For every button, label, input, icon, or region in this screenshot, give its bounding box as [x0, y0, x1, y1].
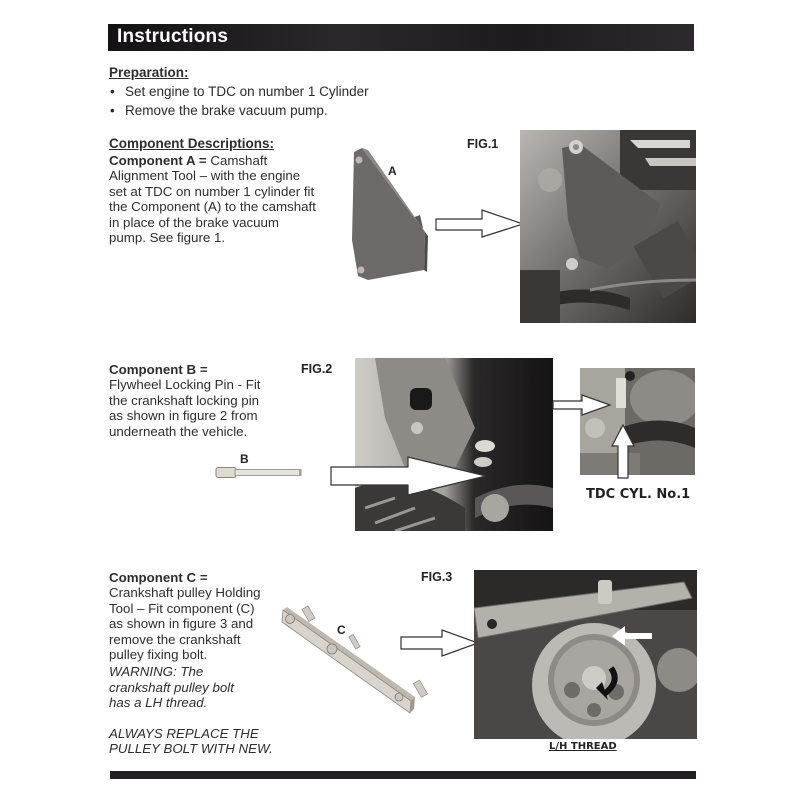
desc-line: Camshaft [206, 153, 268, 168]
desc-line: the crankshaft locking pin [109, 392, 260, 408]
part-label-a: A [388, 164, 397, 178]
arrow-right-icon [552, 393, 612, 419]
page-title: Instructions [117, 26, 229, 47]
flywheel-locking-pin-image [214, 466, 304, 480]
warning-line: WARNING: The [109, 664, 204, 680]
warning-text [109, 664, 309, 710]
desc-line: the Component (A) to the camshaft [109, 199, 316, 215]
desc-line: as shown in figure 2 from [109, 408, 258, 424]
lh-thread-caption: L/H THREAD [549, 741, 617, 752]
warning-line: has a LH thread. [109, 695, 208, 711]
desc-line: pump. See figure 1. [109, 230, 226, 246]
preparation-list [109, 82, 489, 120]
notice-line: PULLEY BOLT WITH NEW. [109, 741, 273, 757]
replace-bolt-notice [109, 726, 309, 757]
arrow-up-icon [610, 424, 636, 480]
figure-1-label: FIG.1 [467, 137, 499, 151]
warning-line: crankshaft pulley bolt [109, 679, 234, 695]
figure-1-photo [520, 130, 696, 323]
arrow-right-icon [435, 208, 525, 248]
desc-line: Crankshaft pulley Holding [109, 585, 261, 601]
component-c-title: Component C = [109, 570, 208, 585]
part-label-c: C [337, 623, 346, 637]
desc-line: Tool – Fit component (C) [109, 600, 255, 616]
figure-3-label: FIG.3 [421, 570, 453, 584]
tdc-inset-photo [580, 368, 695, 475]
footer-bar [110, 771, 696, 779]
preparation-item: • Set engine to TDC on number 1 Cylinder [109, 82, 489, 101]
desc-line: pulley fixing bolt. [109, 647, 208, 663]
crankshaft-pulley-holding-tool-image [280, 605, 435, 715]
arrow-right-icon [330, 455, 490, 507]
desc-line: set at TDC on number 1 cylinder fit [109, 183, 315, 199]
preparation-heading: Preparation: [109, 65, 189, 80]
notice-line: ALWAYS REPLACE THE [109, 725, 259, 741]
desc-line: Flywheel Locking Pin - Fit [109, 377, 261, 393]
component-a-title: Component A = [109, 153, 207, 168]
figure-2-label: FIG.2 [301, 362, 333, 376]
desc-line: Alignment Tool – with the engine [109, 168, 301, 184]
component-b-title: Component B = [109, 362, 208, 377]
preparation-item: • Remove the brake vacuum pump. [109, 101, 489, 120]
desc-line: underneath the vehicle. [109, 423, 248, 439]
desc-line: in place of the brake vacuum [109, 214, 280, 230]
component-descriptions-heading: Component Descriptions: [109, 136, 275, 151]
figure-3-photo [474, 570, 697, 739]
component-b-description [109, 362, 309, 439]
component-a-description [109, 153, 329, 245]
desc-line: as shown in figure 3 and [109, 616, 254, 632]
desc-line: remove the crankshaft [109, 631, 241, 647]
arrow-right-icon [400, 628, 480, 660]
part-label-b: B [240, 452, 249, 466]
tdc-caption: TDC CYL. No.1 [586, 487, 691, 502]
component-c-description [109, 570, 309, 756]
instructions-header-bar [108, 24, 694, 51]
